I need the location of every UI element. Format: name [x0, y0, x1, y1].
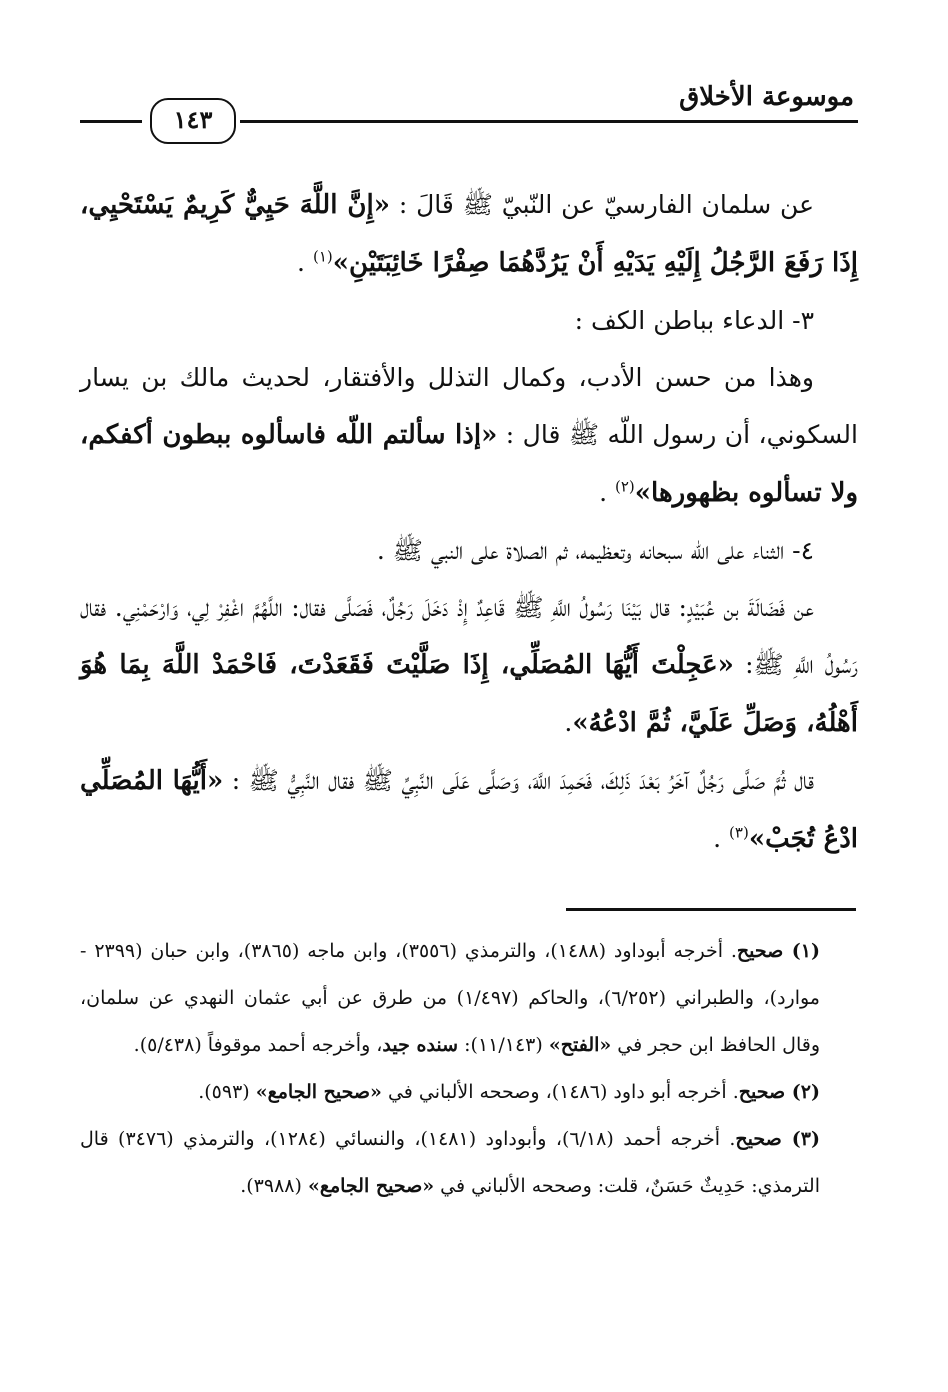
paragraph-malik-hadith — [80, 349, 858, 522]
paragraph-end: . — [599, 478, 615, 507]
grading-label: صحيح — [736, 940, 792, 962]
running-title: موسوعة الأخلاق — [679, 82, 854, 112]
footnote-text: (١١/١٤٣): — [458, 1034, 549, 1056]
page-number: ١٤٣ — [150, 98, 236, 144]
footnote-separator — [566, 908, 856, 911]
footnote-number: (٣) — [791, 1128, 820, 1150]
footnote-1 — [80, 928, 858, 1069]
footnotes — [80, 928, 858, 1210]
footnote-text: . أخرجه أحمد (٦/١٨)، وأبوداود (١٤٨١)، والنسائي (١٢٨٤)، والترمذي (٣٤٧٦) قال الترمذي: حَدِيثٌ حَسَنٌ، قلت: وصححه الألباني في — [80, 1128, 820, 1197]
hadith-quote: «أَيُّهَا المُصَلِّي ادْعُ تُجَبْ» — [80, 766, 858, 854]
header-rule-left — [80, 120, 142, 123]
hadith-quote: «إِنَّ اللَّهَ حَيِيٌّ كَرِيمٌ يَسْتَحْيِي، إِذَا رَفَعَ الرَّجُلُ إِلَيْهِ يَدَيْهِ أَنْ يَرُدَّهُمَا صِفْرًا خَائِبَتَيْنِ» — [80, 190, 858, 278]
paragraph-second-man — [80, 752, 858, 868]
footnote-ref-2: (٢) — [614, 477, 635, 496]
paragraph-text: وهذا من حسن الأدب، وكمال التذلل والأفتقار، لحديث مالك بن يسار السكوني، أن رسول اللّه ﷺ قال : — [80, 363, 858, 449]
footnote-3 — [80, 1116, 858, 1210]
footnote-text: (٥٩٣). — [198, 1081, 256, 1103]
paragraph-text: عن سلمان الفارسيّ عن النّبيّ ﷺ قَالَ : — [389, 190, 814, 219]
paragraph-end: . — [297, 248, 313, 277]
paragraph-text: عن فَضَالَةَ بن عُبَيْدٍ: قال بَيْنَا رَسُولُ اللَّهِ ﷺ قَاعِدٌ إِذْ دَخَلَ رَجُلٌ، فَصَلَّى فقال: اللَّهُمَّ اغْفِرْ لِي، وَارْحَمْنِي. فقال رَسُولُ اللَّهِ ﷺ: — [80, 593, 858, 679]
hadith-quote: «عَجِلْتَ أَيُّهَا المُصَلِّي، إِذَا صَلَّيْتَ فَقَعَدْتَ، فَاحْمَدْ اللَّهَ بِمَا هُوَ أَهْلُهُ، وَصَلِّ عَلَيَّ، ثُمَّ ادْعُهُ» — [80, 650, 858, 738]
paragraph-text: قال ثُمَّ صَلَّى رَجُلٌ آخَرُ بَعْدَ ذَلِكَ، فَحَمِدَ اللَّهَ، وَصَلَّى عَلَى النَّبِيِّ ﷺ فقال النَّبِيُّ ﷺ : — [223, 766, 814, 795]
header-rule-right — [240, 120, 858, 123]
footnote-number: (١) — [791, 940, 820, 962]
grading-label: صحيح — [738, 1081, 792, 1103]
grading-phrase: سنده جيد — [382, 1034, 459, 1056]
section-heading-3: ٣- الدعاء بباطن الكف : — [574, 306, 814, 335]
footnote-text: . أخرجه أبو داود (١٤٨٦)، وصححه الألباني في — [381, 1081, 739, 1103]
main-text — [80, 176, 858, 868]
footnote-ref-3: (٣) — [729, 823, 749, 842]
book-title: «صحيح الجامع» — [255, 1081, 382, 1103]
paragraph-end: . — [713, 824, 730, 853]
footnote-text: (٣٩٨٨). — [240, 1175, 308, 1197]
paragraph-fadala-hadith — [80, 579, 858, 752]
footnote-number: (٢) — [791, 1081, 820, 1103]
book-title: «صحيح الجامع» — [307, 1175, 435, 1197]
footnote-text: . أخرجه أبوداود (١٤٨٨)، والترمذي (٣٥٥٦)، وابن ماجه (٣٨٦٥)، وابن حبان (٢٣٩٩ - موارد)، والطبراني (٦/٢٥٢)، والحاكم (١/٤٩٧) من طرق عن أبي عثمان النهدي عن سلمان، وقال الحافظ ابن حجر في — [80, 940, 820, 1056]
footnote-2 — [80, 1069, 858, 1116]
grading-label: صحيح — [735, 1128, 792, 1150]
section-heading-4: ٤- الثناء على اللّه سبحانه وتعظيمه، ثم الصلاة على النبي ﷺ . — [376, 536, 814, 565]
paragraph-end: . — [564, 708, 573, 737]
hadith-quote: «إذا سألتم اللّه فاسألوه ببطون أكفكم، ولا تسألوه بظهورها» — [80, 420, 858, 508]
footnote-text: ، وأخرجه أحمد موقوفاً (٥/٤٣٨). — [133, 1034, 383, 1056]
footnote-ref-1: (١) — [312, 247, 333, 266]
page-header — [80, 74, 858, 134]
paragraph-salman-hadith — [80, 176, 858, 292]
book-title: «الفتح» — [548, 1034, 612, 1056]
